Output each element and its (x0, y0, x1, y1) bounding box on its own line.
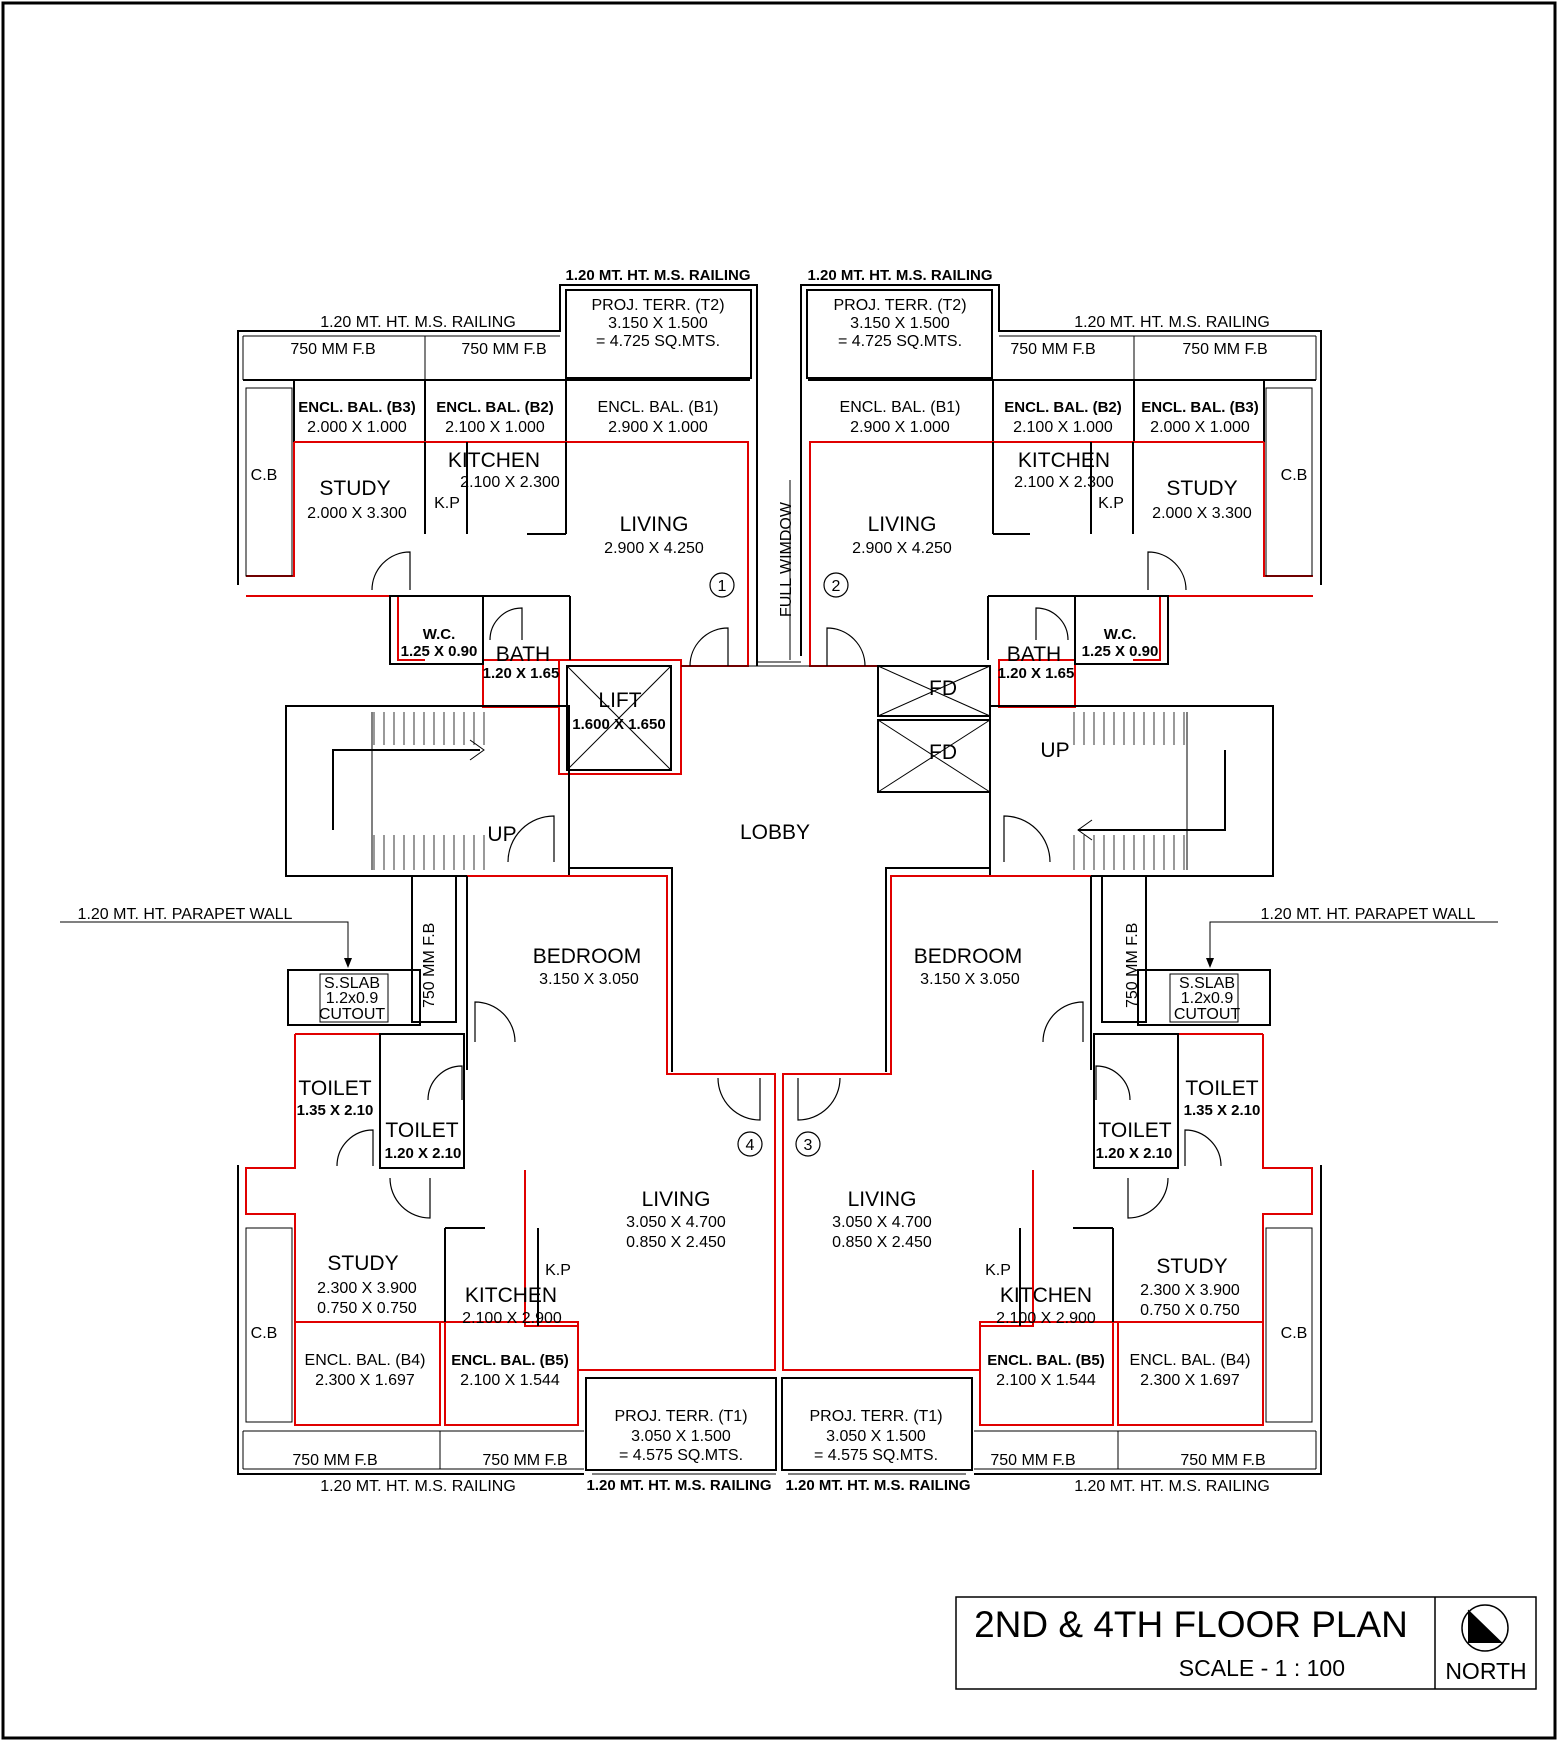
room-size: 0.750 X 0.750 (317, 1300, 417, 1317)
bottom-structure (60, 876, 1498, 1474)
room-size: 3.050 X 4.700 (626, 1214, 726, 1231)
balcony-size: 2.100 X 1.000 (445, 419, 545, 436)
cb-label: C.B (250, 467, 278, 484)
terrace-label: PROJ. TERR. (T2) (833, 297, 967, 314)
plan-scale: SCALE - 1 : 100 (1178, 1655, 1345, 1681)
room-size: 2.100 X 2.300 (460, 474, 560, 491)
room-size: 1.25 X 0.90 (1081, 643, 1159, 660)
fb-label: 750 MM F.B (461, 341, 547, 358)
room-size: 3.150 X 3.050 (920, 971, 1020, 988)
flat-number: 1 (717, 578, 727, 595)
terrace-label: PROJ. TERR. (T1) (809, 1408, 943, 1425)
kp-label: K.P (434, 495, 460, 512)
balcony-label: ENCL. BAL. (B5) (451, 1352, 569, 1369)
room-size: 2.900 X 4.250 (852, 540, 952, 557)
room-size: 2.300 X 3.900 (1140, 1282, 1240, 1299)
railing-label: 1.20 MT. HT. M.S. RAILING (785, 1477, 971, 1494)
room-name: KITCHEN (464, 1284, 558, 1307)
kp-label: K.P (545, 1262, 571, 1279)
room-name: W.C. (422, 626, 456, 643)
lift-label: LIFT (598, 689, 642, 712)
fb-label: 750 MM F.B (990, 1452, 1076, 1469)
room-name: STUDY (1166, 477, 1238, 500)
fb-label: 750 MM F.B (421, 922, 438, 1008)
stair-up-label: UP (487, 823, 517, 846)
fb-label: 750 MM F.B (1182, 341, 1268, 358)
balcony-label: ENCL. BAL. (B3) (1141, 399, 1259, 416)
railing-label: 1.20 MT. HT. M.S. RAILING (586, 1477, 772, 1494)
railing-t2-right: 1.20 MT. HT. M.S. RAILING (807, 267, 993, 284)
cb-label: C.B (1280, 467, 1308, 484)
room-name: BEDROOM (913, 945, 1023, 968)
balcony-size: 2.300 X 1.697 (315, 1372, 415, 1389)
fb-label: 750 MM F.B (292, 1452, 378, 1469)
balcony-label: ENCL. BAL. (B2) (1004, 399, 1122, 416)
terrace-size: 3.150 X 1.500 (850, 315, 950, 332)
balcony-size: 2.900 X 1.000 (608, 419, 708, 436)
title-block (956, 1597, 1536, 1689)
north-label: NORTH (1445, 1658, 1527, 1684)
flat-number: 4 (745, 1137, 755, 1154)
terrace-size: 3.050 X 1.500 (631, 1428, 731, 1445)
terrace-size: 3.050 X 1.500 (826, 1428, 926, 1445)
room-size: 1.25 X 0.90 (400, 643, 478, 660)
room-name: LIVING (867, 513, 937, 536)
labels-top (251, 267, 1308, 846)
balcony-size: 2.100 X 1.544 (996, 1372, 1096, 1389)
room-size: 1.20 X 1.65 (482, 665, 560, 682)
parapet-label: 1.20 MT. HT. PARAPET WALL (77, 906, 293, 923)
terrace-size: 3.150 X 1.500 (608, 315, 708, 332)
room-size: 1.35 X 2.10 (1183, 1102, 1261, 1119)
railing-label: 1.20 MT. HT. M.S. RAILING (320, 1478, 516, 1495)
terrace-area: = 4.725 SQ.MTS. (595, 333, 721, 350)
room-name: KITCHEN (447, 449, 541, 472)
terrace-area: = 4.575 SQ.MTS. (813, 1447, 939, 1464)
balcony-label: ENCL. BAL. (B1) (839, 399, 961, 416)
slab-size: 1.2x0.9 (1180, 990, 1234, 1007)
balcony-label: ENCL. BAL. (B4) (304, 1352, 426, 1369)
balcony-size: 2.100 X 1.544 (460, 1372, 560, 1389)
parapet-label: 1.20 MT. HT. PARAPET WALL (1260, 906, 1476, 923)
balcony-label: ENCL. BAL. (B3) (298, 399, 416, 416)
lobby-label: LOBBY (739, 821, 811, 844)
kp-label: K.P (985, 1262, 1011, 1279)
fb-label: 750 MM F.B (1124, 922, 1141, 1008)
room-name: BEDROOM (532, 945, 642, 968)
fd-label: FD (929, 677, 957, 700)
fd-label: FD (929, 741, 957, 764)
railing-t2-left: 1.20 MT. HT. M.S. RAILING (565, 267, 751, 284)
room-size: 2.100 X 2.300 (1014, 474, 1114, 491)
stairs (286, 706, 1273, 876)
room-name: TOILET (1185, 1077, 1259, 1100)
kp-label: K.P (1098, 495, 1124, 512)
balcony-label: ENCL. BAL. (B5) (987, 1352, 1105, 1369)
terrace-area: = 4.725 SQ.MTS. (837, 333, 963, 350)
room-name: STUDY (319, 477, 391, 500)
balcony-size: 2.300 X 1.697 (1140, 1372, 1240, 1389)
slab-label: S.SLAB (323, 975, 381, 992)
room-size: 2.100 X 2.900 (462, 1310, 562, 1327)
room-name: KITCHEN (999, 1284, 1093, 1307)
room-size: 1.20 X 2.10 (384, 1145, 462, 1162)
room-name: BATH (1006, 643, 1062, 666)
fb-label: 750 MM F.B (290, 341, 376, 358)
room-name: KITCHEN (1017, 449, 1111, 472)
room-size: 1.20 X 2.10 (1095, 1145, 1173, 1162)
balcony-size: 2.900 X 1.000 (850, 419, 950, 436)
room-size: 2.000 X 3.300 (307, 505, 407, 522)
cb-label: C.B (250, 1325, 278, 1342)
room-name: TOILET (298, 1077, 372, 1100)
plan-title: 2ND & 4TH FLOOR PLAN (974, 1604, 1408, 1645)
flat-number: 2 (831, 578, 841, 595)
room-name: LIVING (847, 1188, 917, 1211)
room-name: LIVING (619, 513, 689, 536)
slab-note: CUTOUT (1173, 1006, 1241, 1023)
room-size: 2.300 X 3.900 (317, 1280, 417, 1297)
railing-top-right: 1.20 MT. HT. M.S. RAILING (1074, 314, 1270, 331)
slab-note: CUTOUT (318, 1006, 386, 1023)
balcony-label: ENCL. BAL. (B4) (1129, 1352, 1251, 1369)
room-size: 0.750 X 0.750 (1140, 1302, 1240, 1319)
terrace-label: PROJ. TERR. (T2) (591, 297, 725, 314)
fb-label: 750 MM F.B (1180, 1452, 1266, 1469)
room-name: TOILET (385, 1119, 459, 1142)
stair-up-label: UP (1040, 739, 1070, 762)
north-arrow-icon (1462, 1605, 1508, 1651)
room-size: 1.20 X 1.65 (997, 665, 1075, 682)
sheet-border (3, 3, 1555, 1738)
railing-top-left: 1.20 MT. HT. M.S. RAILING (320, 314, 516, 331)
full-window-label: FULL WIMDOW (778, 502, 795, 617)
balcony-size: 2.000 X 1.000 (307, 419, 407, 436)
room-size: 3.050 X 4.700 (832, 1214, 932, 1231)
room-name: STUDY (1156, 1255, 1228, 1278)
slab-label: S.SLAB (1178, 975, 1236, 992)
room-name: W.C. (1103, 626, 1137, 643)
terrace-label: PROJ. TERR. (T1) (614, 1408, 748, 1425)
fb-label: 750 MM F.B (1010, 341, 1096, 358)
balcony-label: ENCL. BAL. (B2) (436, 399, 554, 416)
terrace-area: = 4.575 SQ.MTS. (618, 1447, 744, 1464)
room-size: 2.000 X 3.300 (1152, 505, 1252, 522)
room-name: STUDY (327, 1252, 399, 1275)
balcony-label: ENCL. BAL. (B1) (597, 399, 719, 416)
flat-number: 3 (803, 1137, 813, 1154)
fb-label: 750 MM F.B (482, 1452, 568, 1469)
balcony-size: 2.000 X 1.000 (1150, 419, 1250, 436)
room-size: 2.900 X 4.250 (604, 540, 704, 557)
railing-label: 1.20 MT. HT. M.S. RAILING (1074, 1478, 1270, 1495)
room-size: 0.850 X 2.450 (626, 1234, 726, 1251)
slab-size: 1.2x0.9 (325, 990, 379, 1007)
room-name: LIVING (641, 1188, 711, 1211)
lift-size: 1.600 X 1.650 (572, 716, 666, 733)
balcony-size: 2.100 X 1.000 (1013, 419, 1113, 436)
room-size: 2.100 X 2.900 (996, 1310, 1096, 1327)
cb-label: C.B (1280, 1325, 1308, 1342)
room-name: BATH (495, 643, 551, 666)
room-size: 3.150 X 3.050 (539, 971, 639, 988)
room-size: 0.850 X 2.450 (832, 1234, 932, 1251)
room-size: 1.35 X 2.10 (296, 1102, 374, 1119)
room-name: TOILET (1098, 1119, 1172, 1142)
